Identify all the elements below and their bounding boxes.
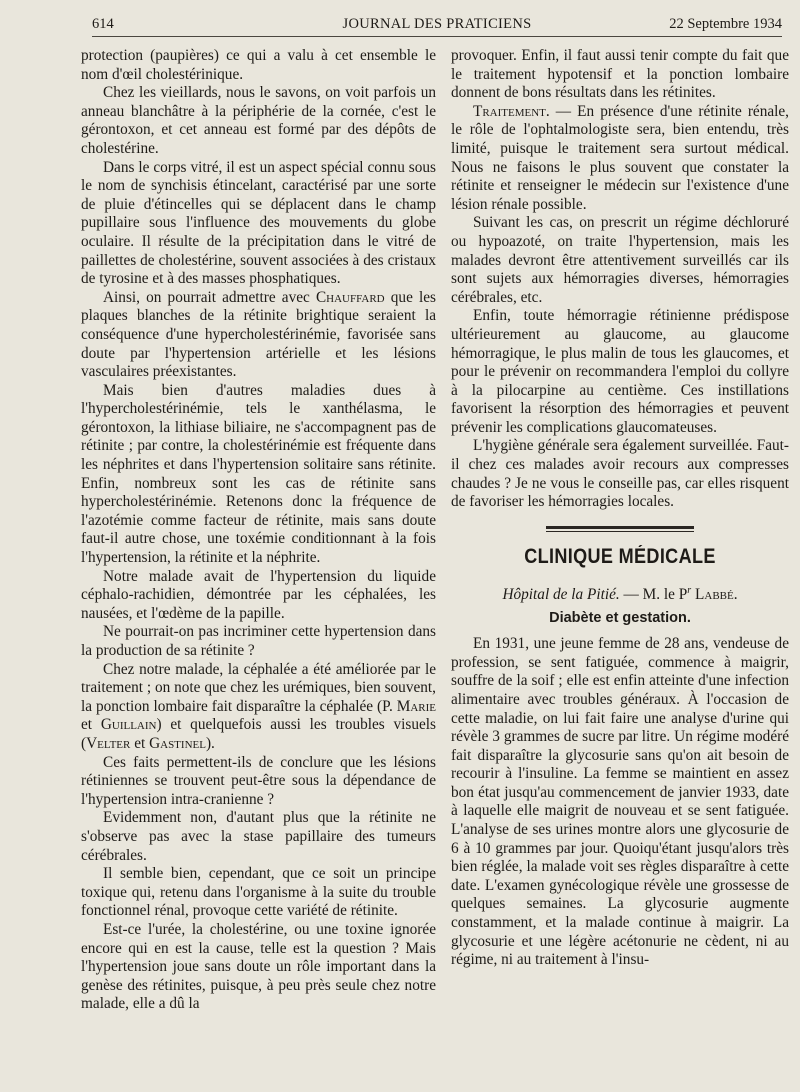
paragraph: Est-ce l'urée, la cholestérine, ou une toxine ignorée encore qui en est la cause, telle est la question ? Mais l'hypertension joue sans doute un rôle important dans la genèse des rétinites, puisque, à peu près seule chez notre malade, elle a dû la [81, 920, 436, 1013]
issue-date: 22 Septembre 1934 [669, 16, 782, 32]
paragraph: Enfin, toute hémorragie rétinienne prédispose ultérieurement au glaucome, au glaucome hémorragique, le plus malin de tous les glaucomes, et pour le prévenir on recommandera l'emploi du collyre à la pilocarpine au centième. Ces instillations favorisent la résorption des hémorragies et peuvent prévenir les complications glaucomateuses. [451, 307, 789, 436]
text-run: et [81, 716, 101, 734]
paragraph: Il semble bien, cependant, que ce soit un principe toxique qui, retenu dans l'organisme à la suite du trouble fonctionnel rénal, provoque cette variété de rétinite. [81, 865, 436, 920]
text-run: Ainsi, on pourrait admettre avec [103, 288, 316, 306]
right-column-bottom-text [451, 635, 789, 970]
paragraph: Suivant les cas, on prescrit un régime déchloruré ou hypoazoté, on traite l'hypertension, mais les malades devront être attentivement surveillés car ils sont sujets aux hémorragies diverses, hémorragies cérébrales, etc. [451, 214, 789, 306]
paragraph: protection (paupières) ce qui a valu à cet ensemble le nom d'œil cholestérinique. [81, 47, 436, 83]
doctor-name: Labbé. [695, 585, 738, 603]
paragraph [81, 661, 436, 754]
paragraph: Evidemment non, d'autant plus que la rétinite ne s'observe pas avec la stase papillaire des tumeurs cérébrales. [81, 809, 436, 864]
doctor-prefix: — M. le P [623, 585, 688, 603]
author-name: Guillain [100, 716, 157, 734]
paragraph: Dans le corps vitré, il est un aspect spécial connu sous le nom de synchisis étincelant, caractérisé par une sorte de pluie d'étincelles qui se déplacent dans le champ pupillaire sous l'influence des mouvements du globe oculaire. Il résulte de la précipitation dans le vitré de paillettes de cholestérine, souvent associées à des cristaux de tyrosine et à des masses phosphatiques. [81, 158, 436, 288]
paragraph: Chez les vieillards, nous le savons, on voit parfois un anneau blanchâtre à la périphérie de la cornée, c'est le gérontoxon, et cet anneau est formé par des dépôts de cholestérine. [81, 84, 436, 157]
right-column-top-text [451, 47, 789, 512]
text-run: ) et quelquefois aussi les troubles visuels ( [81, 716, 436, 752]
article-subtitle: Diabète et gestation. [549, 609, 691, 626]
paragraph: Mais bien d'autres maladies dues à l'hypercholestérinémie, tels le xanthélasma, le gérontoxon, la lithiase biliaire, ne s'accompagnent pas de rétinite ; par contre, la cholestérinémie est fréquente dans les néphrites et dans l'hypertension solitaire sans rétinite. Enfin, nombreux sont les cas de rétinite sans hypercholestérinémie. Retenons donc la fréquence de l'azotémie comme facteur de rétinite, mais sans doute faut-il autre chose, une toxémie conditionnant à la fois l'hypertension, la rétinite et la néphrite. [81, 381, 436, 567]
page-number: 614 [92, 16, 114, 32]
left-column [81, 47, 436, 1014]
running-header [92, 14, 782, 37]
author-name: Chauffard [315, 288, 385, 306]
paragraph: Notre malade avait de l'hypertension du liquide céphalo-rachidien, démontrée par les céphalées, les nausées, et l'œdème de la papille. [81, 567, 436, 622]
doctor-sup: r [687, 584, 692, 596]
text-run: ). [205, 734, 215, 752]
section-title: CLINIQUE MÉDICALE [524, 544, 716, 568]
paragraph [81, 289, 436, 382]
paragraph: En 1931, une jeune femme de 28 ans, vendeuse de profession, se sent fatiguée, commence à maigrir, souffre de la soif ; elle est enfin atteinte d'une infection alimentaire avec troubles généraux. À l'occasion de cette maladie, on lui fait faire une analyse d'urine qui révèle 3 grammes de sucre par litre. Un régime modéré fait disparaître la glycosurie sans qu'on ait besoin de recourir à l'insuline. La femme se maintient en assez bon état jusqu'au commencement de janvier 1933, date à laquelle elle maigrit de nouveau et se sent fatiguée. L'analyse de ses urines montre alors une glycosurie de 6 à 10 grammes par jour. Quoiqu'étant jusqu'alors très bien réglée, la malade voit ses règles disparaître à cette date. L'examen gynécologique révèle une grossesse de quelques semaines. La glycosurie augmente constamment, et la malade continue à maigrir. La glycosurie et une légère acétonurie ne cèdent, ni au régime, ni au traitement à l'insu- [451, 635, 789, 969]
right-column [451, 47, 789, 970]
paragraph: L'hygiène générale sera également surveillée. Faut-il chez ces malades avoir recours aux compresses chaudes ? Je ne vous le conseille pas, car elles risquent de favoriser les hémorragies locales. [451, 437, 789, 511]
journal-title: JOURNAL DES PRATICIENS [342, 16, 532, 32]
text-run: que les plaques blanches de la rétinite brightique seraient la conséquence d'une hypercholestérinémie, favorisée sans doute par l'hypertension artérielle et les lésions vasculaires préexistantes. [81, 288, 436, 381]
text-run: et [130, 734, 150, 752]
paragraph: provoquer. Enfin, il faut aussi tenir compte du fait que le traitement hypotensif et la ponction lombaire donnent de bons résultats dans les rétinites. [451, 47, 789, 102]
hospital-name: Hôpital de la Pitié. [502, 585, 620, 603]
paragraph [451, 103, 789, 215]
author-name: Gastinel [149, 734, 206, 752]
author-name: Traitement. [473, 102, 550, 120]
text-run: Chez notre malade, la céphalée a été améliorée par le traitement ; on note que chez les urémiques, bien souvent, la ponction lombaire fait disparaître la céphalée (P. [81, 660, 436, 715]
paragraph: Ne pourrait-on pas incriminer cette hypertension dans la production de sa rétinite ? [81, 623, 436, 659]
section-divider [546, 526, 694, 532]
author-name: Marie [396, 697, 436, 715]
text-run: — En présence d'une rétinite rénale, le rôle de l'ophtalmologiste sera, bien entendu, très limité, puisque le traitement sera surtout médical. Nous ne faisons le plus souvent que constater la rétinite et renseigner le médecin sur l'existence d'une lésion rénale possible. [451, 102, 789, 213]
paragraph: Ces faits permettent-ils de conclure que les lésions rétiniennes se trouvent peut-être sous la dépendance de l'hypertension intra-cranienne ? [81, 753, 436, 808]
hospital-line [451, 582, 789, 605]
author-name: Velter [86, 734, 131, 752]
